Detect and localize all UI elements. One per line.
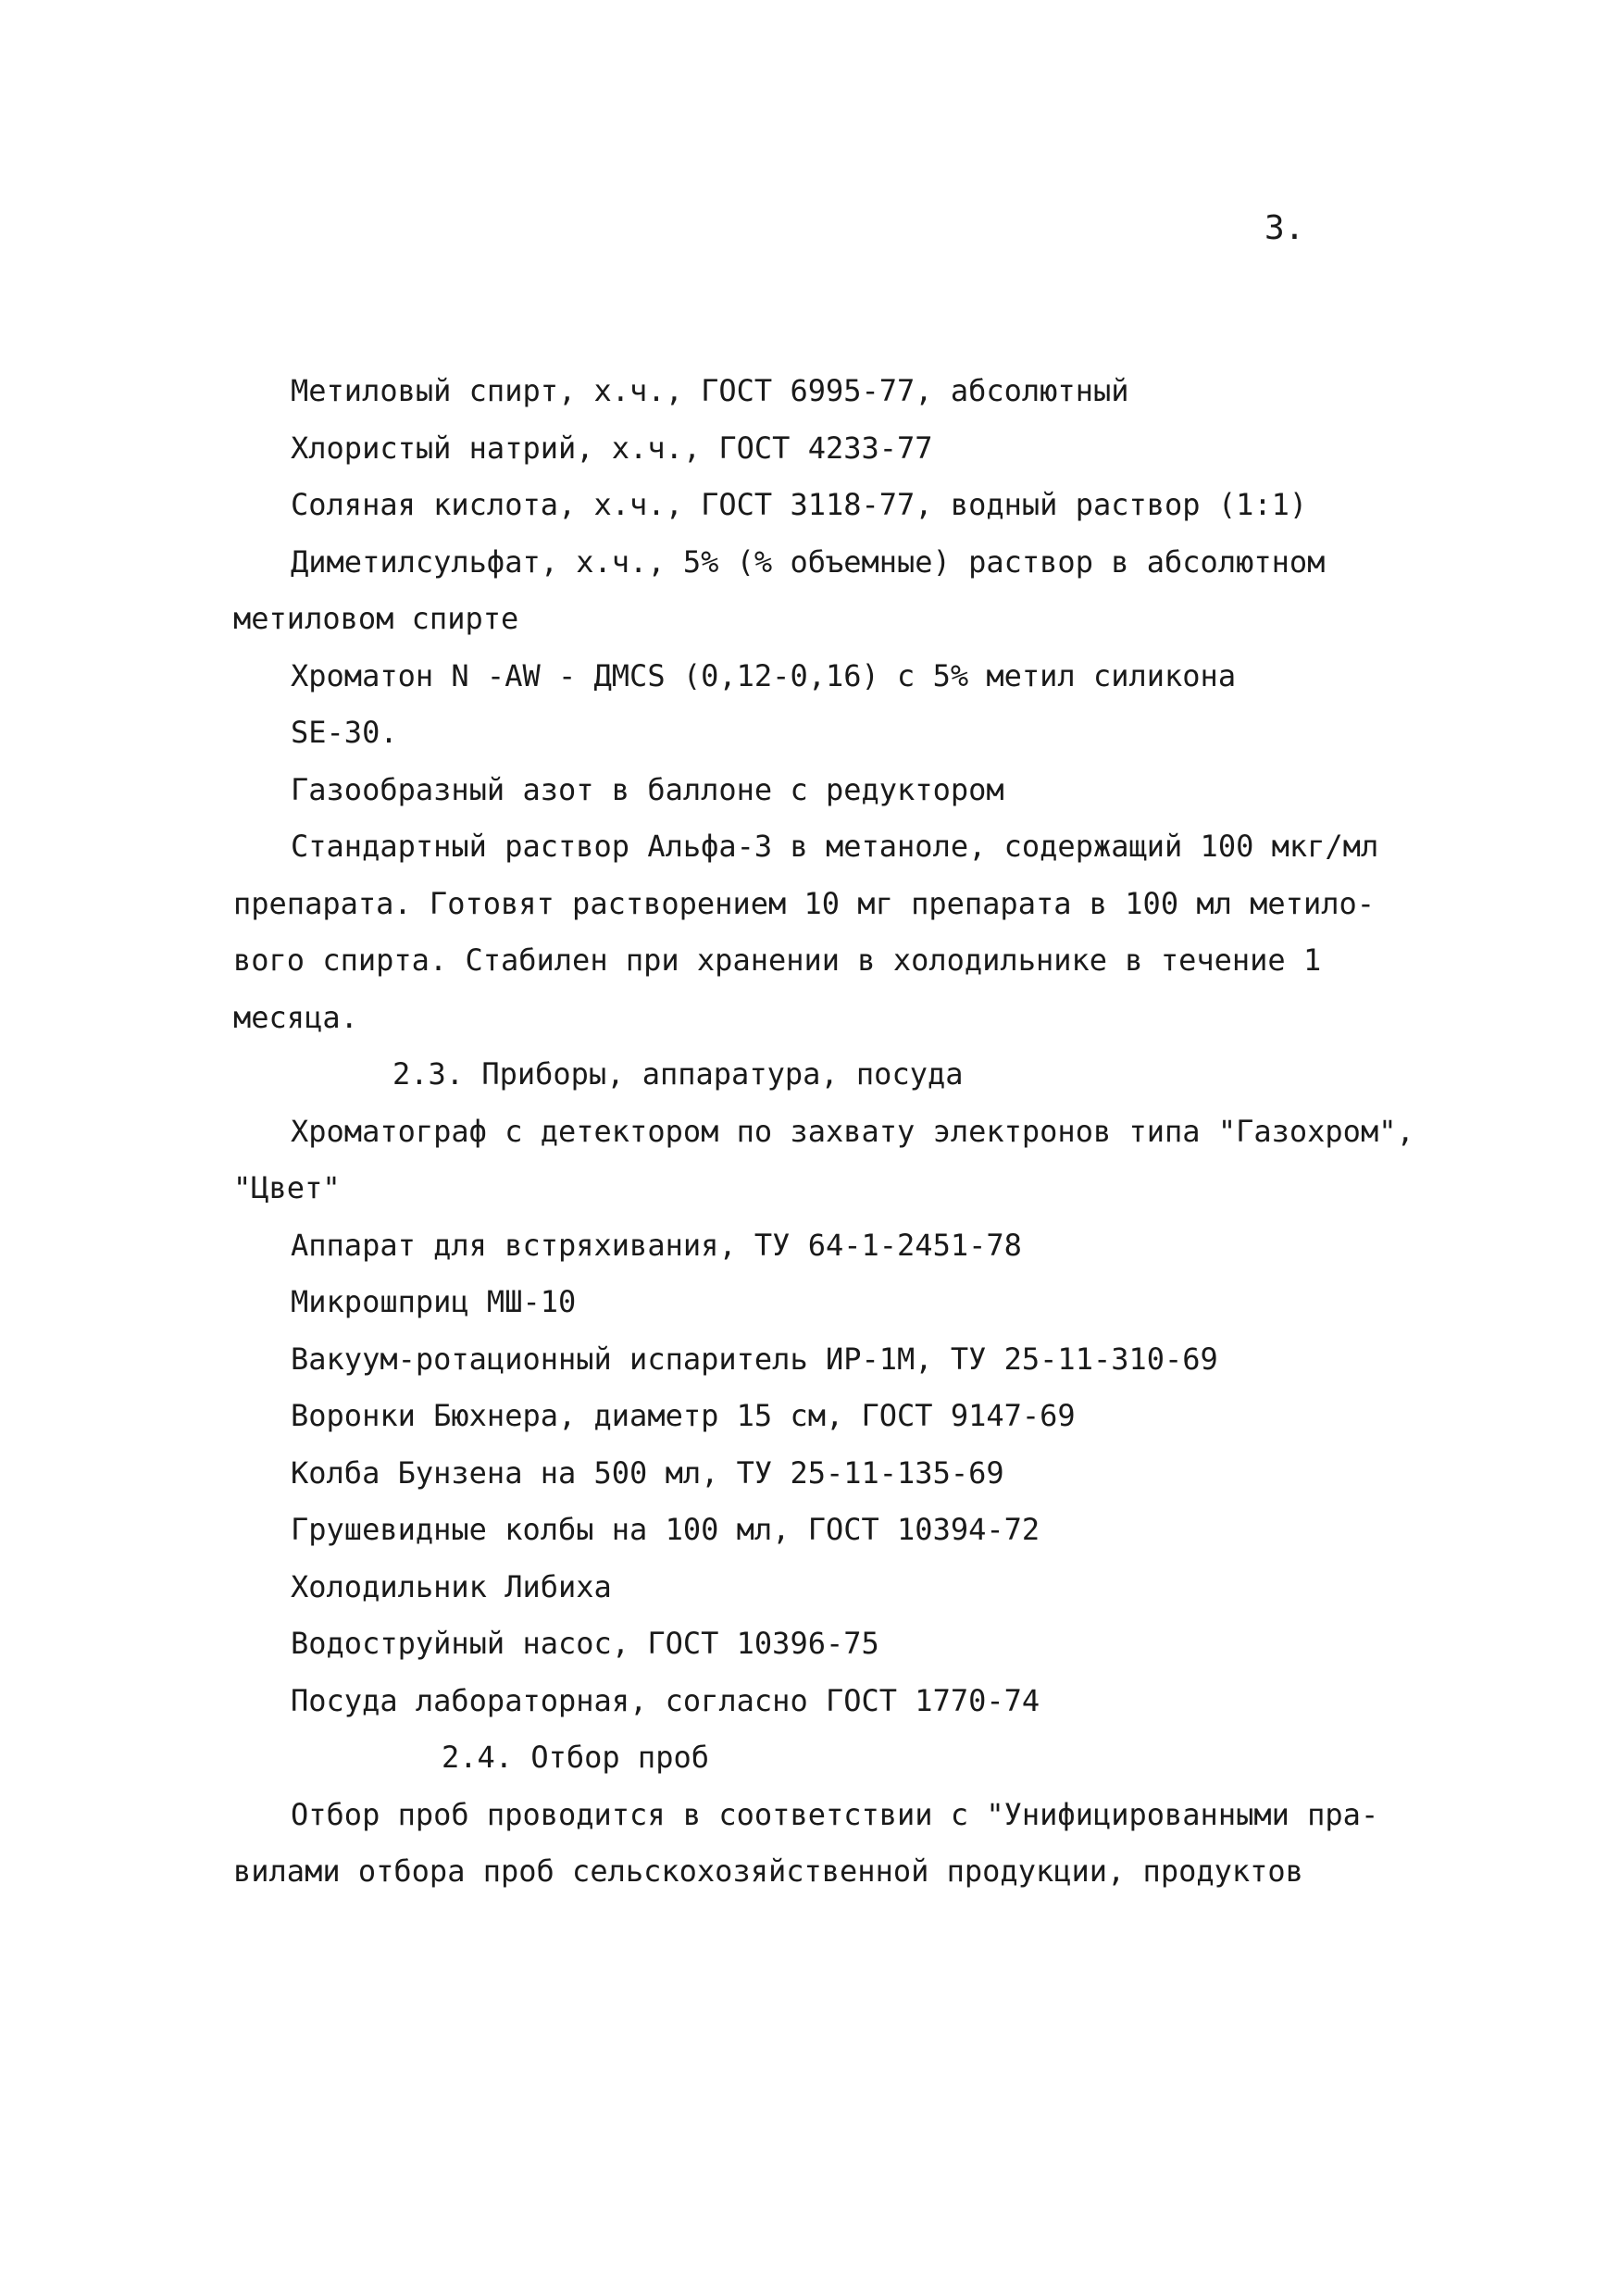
text-line: вого спирта. Стабилен при хранении в холодильнике в течение 1 <box>233 942 1322 978</box>
text-line: Холодильник Либиха <box>291 1568 612 1604</box>
text-line: вилами отбора проб сельскохозяйственной продукции, продуктов <box>233 1853 1303 1889</box>
page-number: 3. <box>1264 209 1305 247</box>
text-line: метиловом спирте <box>233 601 519 636</box>
text-line: Хлористый натрий, х.ч., ГОСТ 4233-77 <box>291 430 933 466</box>
text-line: Хроматограф с детектором по захвату электронов типа "Газохром", <box>291 1113 1414 1149</box>
text-line: Колба Бунзена на 500 мл, ТУ 25-11-135-69 <box>291 1454 1004 1491</box>
section-heading: 2.4. Отбор проб <box>442 1740 709 1775</box>
text-line: Грушевидные колбы на 100 мл, ГОСТ 10394-72 <box>291 1512 1040 1547</box>
text-line: Хроматон N -AW - ДМCS (0,12-0,16) с 5% метил силикона <box>291 657 1237 693</box>
text-line: Аппарат для встряхивания, ТУ 64-1-2451-78 <box>291 1227 1022 1263</box>
text-line: Стандартный раствор Альфа-3 в метаноле, содержащий 100 мкг/мл <box>291 829 1379 864</box>
text-line: Микрошприц МШ-10 <box>291 1284 577 1319</box>
text-line: Газообразный азот в баллоне с редуктором <box>291 771 1004 807</box>
text-line: Посуда лабораторная, согласно ГОСТ 1770-74 <box>291 1682 1040 1718</box>
text-line: Водоструйный насос, ГОСТ 10396-75 <box>291 1626 879 1661</box>
text-line: препарата. Готовят растворением 10 мг препарата в 100 мл метило- <box>233 885 1375 921</box>
text-line: "Цвет" <box>233 1170 341 1205</box>
text-line: Воронки Бюхнера, диаметр 15 см, ГОСТ 9147-69 <box>291 1398 1076 1433</box>
text-line: Вакуум-ротационный испаритель ИР-1М, ТУ 25-11-310-69 <box>291 1341 1218 1377</box>
text-line: Соляная кислота, х.ч., ГОСТ 3118-77, водный раствор (1:1) <box>291 487 1308 522</box>
document-body <box>233 363 1455 1901</box>
text-line: SE-30. <box>291 715 398 750</box>
section-heading: 2.3. Приборы, аппаратура, посуда <box>392 1056 964 1092</box>
text-line: Отбор проб проводится в соответствии с "Унифицированными пра- <box>291 1796 1379 1832</box>
text-line: Диметилсульфат, х.ч., 5% (% объемные) раствор в абсолютном <box>291 543 1326 580</box>
text-line: Метиловый спирт, х.ч., ГОСТ 6995-77, абсолютный <box>291 373 1129 408</box>
text-line: месяца. <box>233 999 358 1035</box>
